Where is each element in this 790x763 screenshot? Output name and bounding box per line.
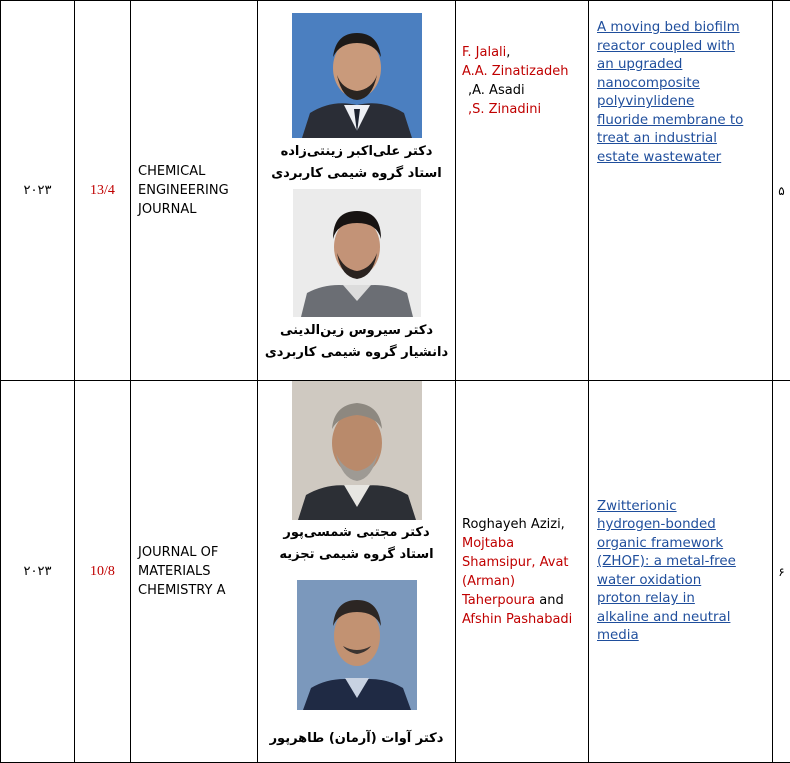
authors-cell xyxy=(456,381,589,763)
journal-name: JOURNAL OF MATERIALS CHEMISTRY A xyxy=(138,543,228,600)
journal-cell xyxy=(131,1,258,381)
photo-caption-name: دکتر علی‌اکبر زینتی‌زاده xyxy=(258,141,455,163)
photos-cell xyxy=(258,1,456,381)
paper-title-link[interactable]: Zwitterionic hydrogen-bonded organic framework (ZHOF): a metal-free water oxidation proton relay in alkaline and neutral media xyxy=(597,498,737,646)
journal-name: CHEMICAL ENGINEERING JOURNAL xyxy=(138,162,238,219)
impact-factor: 13/4 xyxy=(90,183,115,198)
photo-caption-name: دکتر آوات (آرمان) طاهرپور xyxy=(258,728,455,750)
photo-caption-role: دانشیار گروه شیمی کاربردی xyxy=(258,342,455,364)
author-photo xyxy=(292,381,422,520)
title-cell xyxy=(589,381,773,763)
author-name: Avat (Arman) Taherpoura xyxy=(462,555,569,608)
year: ۲۰۲۳ xyxy=(24,183,52,198)
author-separator: , xyxy=(506,45,510,60)
impact-factor-cell xyxy=(75,1,131,381)
author-name: ,A. Asadi xyxy=(462,81,588,100)
author-name: A.A. Zinatizadeh xyxy=(462,62,588,81)
title-cell xyxy=(589,1,773,381)
impact-factor-cell xyxy=(75,381,131,763)
year: ۲۰۲۳ xyxy=(24,564,52,579)
photo-caption-role: استاد گروه شیمی تجزیه xyxy=(258,544,455,566)
row-number-cell xyxy=(773,381,790,763)
table-row xyxy=(1,1,790,381)
journal-cell xyxy=(131,381,258,763)
author-name: Roghayeh Azizi, xyxy=(462,515,582,534)
author-name: Mojtaba Shamsipur, xyxy=(462,536,535,570)
row-number-cell xyxy=(773,1,790,381)
photos-cell xyxy=(258,381,456,763)
row-number: ۶ xyxy=(778,565,784,579)
photo-caption-name: دکتر مجتبی شمسی‌پور xyxy=(258,522,455,544)
author-photo xyxy=(292,13,422,138)
author-photo xyxy=(297,580,417,710)
paper-title-link[interactable]: A moving bed biofilm reactor coupled with an upgraded nanocomposite polyvinylidene fluoride membrane to treat an industrial estate wastewater xyxy=(597,19,747,167)
authors-cell xyxy=(456,1,589,381)
impact-factor: 10/8 xyxy=(90,564,115,579)
author-name: Afshin Pashabadi xyxy=(462,612,572,627)
table-row xyxy=(1,381,790,763)
author-conjunction: and xyxy=(539,593,563,608)
row-number: ۵ xyxy=(778,184,784,198)
year-cell xyxy=(1,1,75,381)
author-name: ,S. Zinadini xyxy=(462,100,588,119)
photo-caption-role: استاد گروه شیمی کاربردی xyxy=(258,163,455,185)
author-entry xyxy=(462,43,588,62)
year-cell xyxy=(1,381,75,763)
author-name: F. Jalali xyxy=(462,45,506,60)
author-photo xyxy=(293,189,421,317)
photo-caption-name: دکتر سیروس زین‌الدینی xyxy=(258,320,455,342)
